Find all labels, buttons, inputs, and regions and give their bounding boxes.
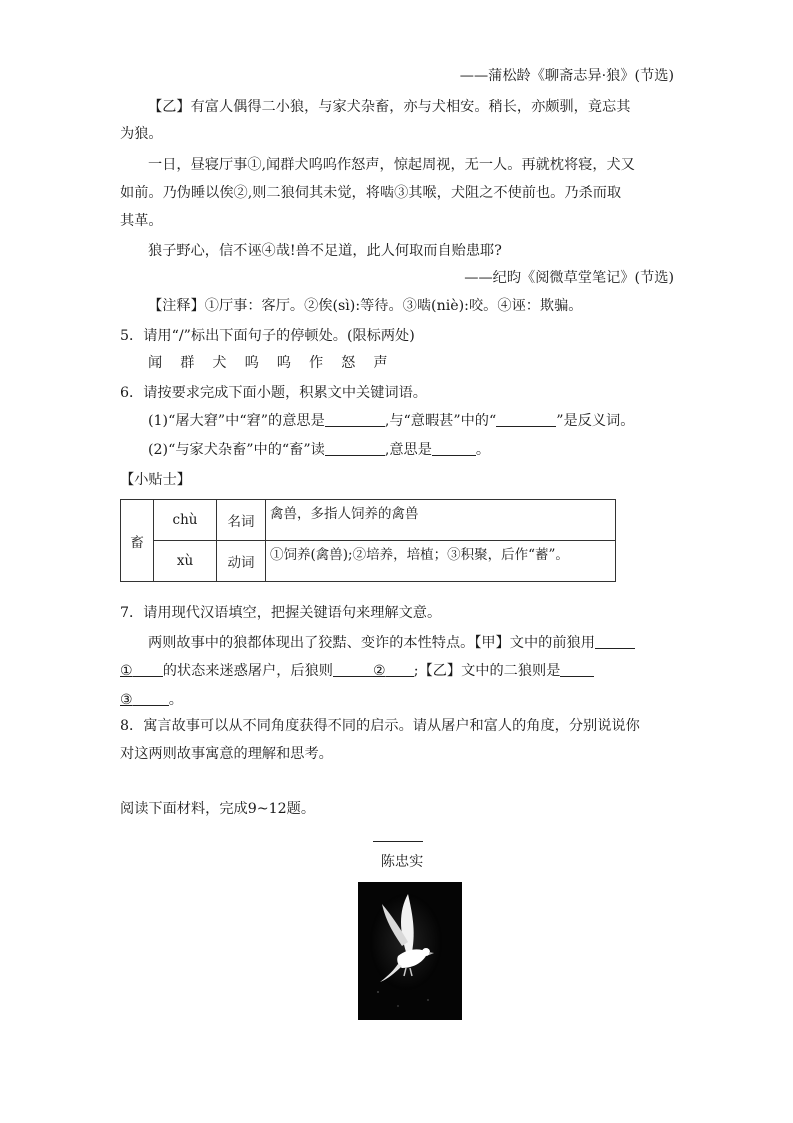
answer-blank[interactable] [133, 662, 163, 677]
passage-b-line: 一日，昼寝厅事①,闻群犬呜呜作怒声，惊起周视，无一人。再就枕将寝，犬又 [148, 157, 635, 173]
question-8: 8．寓言故事可以从不同角度获得不同的启示。请从屠户和富人的角度，分别说说你 [120, 718, 640, 734]
answer-blank[interactable] [325, 441, 385, 456]
title-blank-rule [373, 841, 423, 842]
question-5: 5．请用“/”标出下面句子的停顿处。(限标两处) [120, 328, 415, 344]
tip-pos: 名词 [217, 500, 266, 541]
answer-blank[interactable] [432, 441, 476, 456]
answer-blank[interactable] [595, 634, 635, 649]
source-attribution-2: ——纪昀《阅微草堂笔记》(节选) [464, 270, 674, 286]
answer-blank[interactable] [386, 662, 414, 677]
passage-b-line: 其革。 [120, 213, 163, 229]
question-7-line: ① 的状态来迷惑屠户，后狼则 ② ;【乙】文中的二狼则是 [120, 661, 594, 681]
question-5-sentence: 闻群犬呜呜作怒声 [148, 355, 406, 371]
tip-pos: 动词 [217, 541, 266, 582]
answer-blank[interactable] [325, 412, 385, 427]
section-instruction: 阅读下面材料，完成9~12题。 [120, 801, 316, 817]
tip-char: 畜 [121, 500, 154, 582]
source-attribution-1: ——蒲松龄《聊斋志异·狼》(节选) [459, 68, 674, 84]
dove-image [358, 882, 462, 1020]
tip-title: 【小贴士】 [120, 472, 191, 488]
passage-b-line: 【乙】有富人偶得二小狼，与家犬杂畜，亦与犬相安。稍长，亦颇驯，竟忘其 [148, 99, 631, 115]
tip-meaning: 禽兽，多指人饲养的禽兽 [266, 500, 616, 541]
author: 陈忠实 [380, 854, 424, 870]
notes: 【注释】①厅事：客厅。②俟(sì):等待。③啮(niè):咬。④诬：欺骗。 [148, 298, 583, 314]
tip-table [120, 499, 616, 582]
table-row [121, 500, 616, 541]
question-6-sub1: (1)“屠大窘”中“窘”的意思是 ,与“意暇甚”中的“ ”是反义词。 [148, 413, 635, 429]
answer-blank[interactable] [496, 412, 556, 427]
tip-meaning: ①饲养(禽兽);②培养，培植；③积聚，后作“蓄”。 [266, 541, 616, 582]
question-8: 对这两则故事寓意的理解和思考。 [120, 746, 333, 762]
answer-blank[interactable] [333, 662, 373, 677]
tip-pinyin: xù [154, 541, 217, 582]
question-6: 6．请按要求完成下面小题，积累文中关键词语。 [120, 385, 427, 401]
table-row [121, 541, 616, 582]
question-7: 7．请用现代汉语填空，把握关键语句来理解文意。 [120, 605, 442, 621]
passage-b-line: 如前。乃伪睡以俟②,则二狼伺其未觉，将啮③其喉，犬阻之不使前也。乃杀而取 [120, 185, 622, 201]
tip-pinyin: chù [154, 500, 217, 541]
answer-blank[interactable] [133, 691, 169, 706]
dove-icon [358, 882, 462, 1020]
question-7-line: ③ 。 [120, 692, 183, 708]
answer-blank[interactable] [560, 662, 594, 677]
passage-b-line: 狼子野心，信不诬④哉!兽不足道，此人何取而自贻患耶? [148, 243, 502, 259]
passage-b-line: 为狼。 [120, 126, 163, 142]
question-7-line: 两则故事中的狼都体现出了狡黠、变诈的本性特点。【甲】文中的前狼用 [148, 633, 635, 653]
question-6-sub2: (2)“与家犬杂畜”中的“畜”读 ,意思是 。 [148, 442, 491, 458]
